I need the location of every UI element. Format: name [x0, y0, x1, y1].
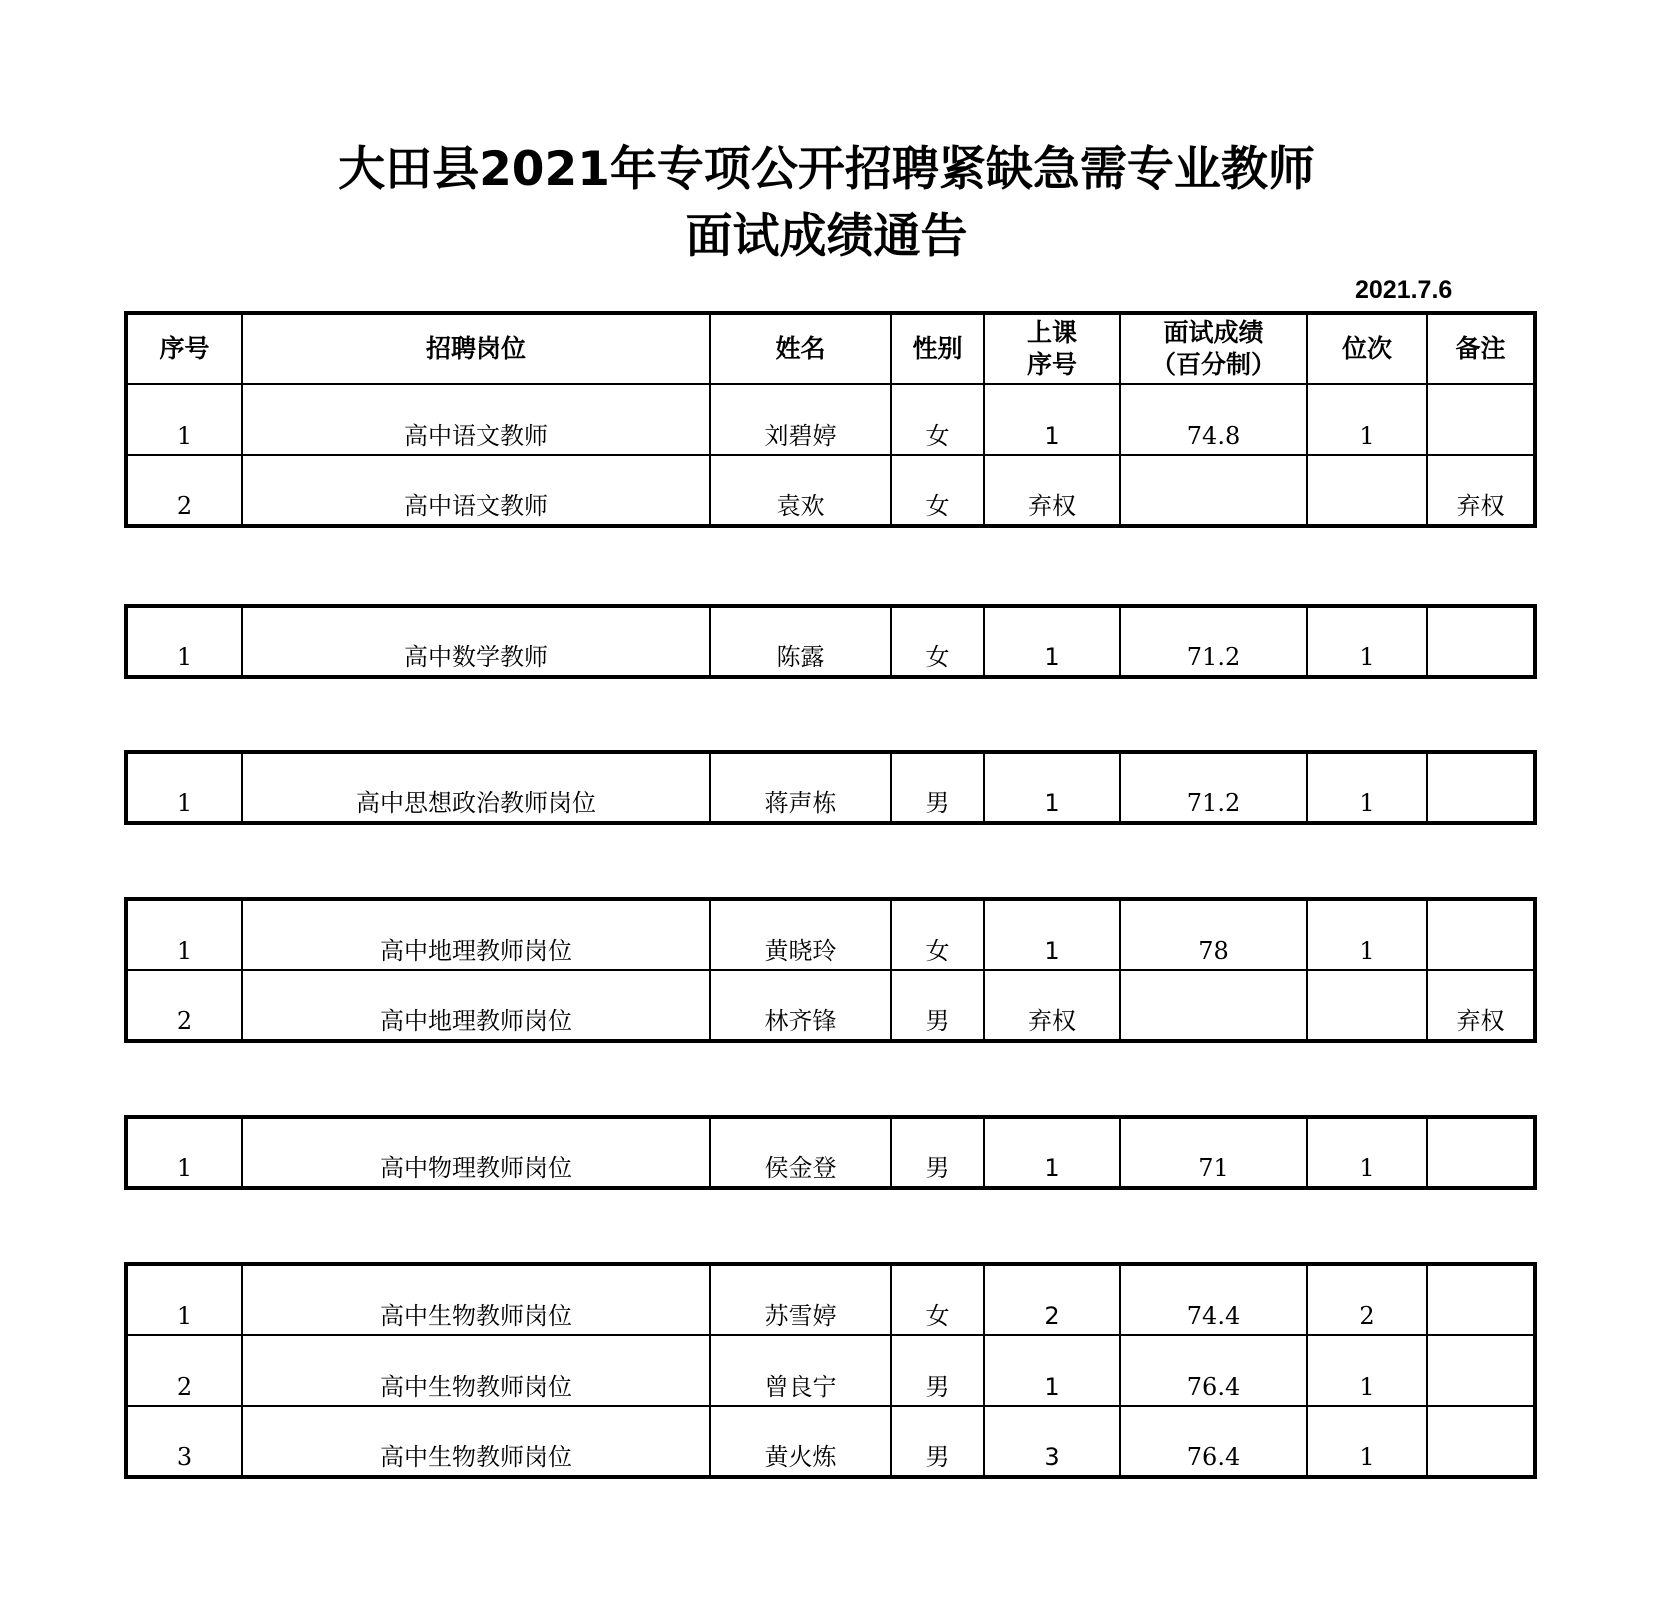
cell-score: 74.4: [1120, 1264, 1307, 1335]
cell-name: 黄火炼: [710, 1406, 891, 1477]
cell-position: 高中物理教师岗位: [242, 1117, 710, 1188]
page-subtitle: 面试成绩通告: [685, 209, 968, 264]
cell-gender: 男: [891, 1406, 984, 1477]
cell-score: 76.4: [1120, 1335, 1307, 1406]
cell-seq: 1: [126, 384, 242, 455]
cell-name: 曾良宁: [710, 1335, 891, 1406]
table-row: [126, 1117, 1535, 1188]
table-row: [126, 1264, 1535, 1335]
notice-date: 2021.7.6: [1355, 276, 1453, 304]
cell-gender: 男: [891, 1335, 984, 1406]
cell-score: 71: [1120, 1117, 1307, 1188]
cell-gender: 女: [891, 606, 984, 677]
cell-position: 高中语文教师: [242, 455, 710, 526]
cell-remark: [1427, 606, 1535, 677]
cell-position: 高中生物教师岗位: [242, 1406, 710, 1477]
cell-seq: 2: [126, 1335, 242, 1406]
header-position: 招聘岗位: [242, 313, 710, 384]
cell-name: 苏雪婷: [710, 1264, 891, 1335]
cell-position: 高中地理教师岗位: [242, 970, 710, 1041]
header-score-line2: （百分制）: [1150, 350, 1276, 379]
cell-position: 高中生物教师岗位: [242, 1335, 710, 1406]
header-remark: 备注: [1427, 313, 1535, 384]
cell-gender: 女: [891, 899, 984, 970]
cell-score: 76.4: [1120, 1406, 1307, 1477]
cell-rank: 1: [1307, 606, 1427, 677]
score-table-block: [124, 1262, 1537, 1479]
cell-seq: 1: [126, 1117, 242, 1188]
cell-rank: 2: [1307, 1264, 1427, 1335]
score-table-first-block: [124, 311, 1537, 528]
cell-remark: [1427, 1264, 1535, 1335]
cell-class-order: 1: [984, 1117, 1120, 1188]
cell-seq: 2: [126, 455, 242, 526]
cell-class-order: 2: [984, 1264, 1120, 1335]
table-row: [126, 970, 1535, 1041]
cell-remark: [1427, 752, 1535, 823]
score-table-block: [124, 604, 1537, 679]
table-row: [126, 1335, 1535, 1406]
cell-gender: 男: [891, 752, 984, 823]
cell-remark: [1427, 1406, 1535, 1477]
cell-name: 陈露: [710, 606, 891, 677]
cell-remark: [1427, 384, 1535, 455]
cell-class-order: 1: [984, 899, 1120, 970]
table-row: [126, 899, 1535, 970]
cell-rank: 1: [1307, 1406, 1427, 1477]
header-score: [1120, 313, 1307, 384]
cell-position: 高中数学教师: [242, 606, 710, 677]
header-class-order-line2: 序号: [1026, 350, 1077, 379]
cell-remark: [1427, 1117, 1535, 1188]
cell-gender: 男: [891, 1117, 984, 1188]
cell-position: 高中地理教师岗位: [242, 899, 710, 970]
header-score-line1: 面试成绩: [1163, 317, 1264, 347]
cell-seq: 2: [126, 970, 242, 1041]
cell-seq: 1: [126, 1264, 242, 1335]
cell-remark: 弃权: [1427, 455, 1535, 526]
header-seq: 序号: [126, 313, 242, 384]
cell-score: [1120, 970, 1307, 1041]
cell-score: 74.8: [1120, 384, 1307, 455]
cell-gender: 女: [891, 455, 984, 526]
cell-name: 蒋声栋: [710, 752, 891, 823]
cell-rank: 1: [1307, 384, 1427, 455]
cell-seq: 1: [126, 899, 242, 970]
cell-name: 黄晓玲: [710, 899, 891, 970]
table-row: [126, 455, 1535, 526]
cell-rank: 1: [1307, 1117, 1427, 1188]
cell-score: 71.2: [1120, 752, 1307, 823]
cell-name: 侯金登: [710, 1117, 891, 1188]
cell-position: 高中生物教师岗位: [242, 1264, 710, 1335]
cell-class-order: 弃权: [984, 970, 1120, 1041]
cell-rank: 1: [1307, 752, 1427, 823]
score-table-block: [124, 1115, 1537, 1190]
cell-rank: [1307, 970, 1427, 1041]
header-gender: 性别: [891, 313, 984, 384]
cell-seq: 3: [126, 1406, 242, 1477]
table-header-row: [126, 313, 1535, 384]
cell-remark: [1427, 899, 1535, 970]
cell-name: 袁欢: [710, 455, 891, 526]
table-row: [126, 752, 1535, 823]
page-title: 大田县2021年专项公开招聘紧缺急需专业教师: [338, 142, 1315, 197]
header-rank: 位次: [1307, 313, 1427, 384]
cell-rank: 1: [1307, 899, 1427, 970]
cell-position: 高中思想政治教师岗位: [242, 752, 710, 823]
cell-score: 71.2: [1120, 606, 1307, 677]
header-name: 姓名: [710, 313, 891, 384]
cell-class-order: 弃权: [984, 455, 1120, 526]
cell-score: 78: [1120, 899, 1307, 970]
score-table-block: [124, 750, 1537, 825]
cell-gender: 男: [891, 970, 984, 1041]
cell-class-order: 1: [984, 606, 1120, 677]
cell-name: 林齐锋: [710, 970, 891, 1041]
cell-class-order: 1: [984, 752, 1120, 823]
cell-score: [1120, 455, 1307, 526]
header-class-order-line1: 上课: [1026, 317, 1077, 347]
cell-seq: 1: [126, 606, 242, 677]
cell-remark: 弃权: [1427, 970, 1535, 1041]
table-row: [126, 1406, 1535, 1477]
cell-rank: 1: [1307, 1335, 1427, 1406]
cell-class-order: 3: [984, 1406, 1120, 1477]
cell-rank: [1307, 455, 1427, 526]
table-row: [126, 384, 1535, 455]
header-class-order: [984, 313, 1120, 384]
cell-gender: 女: [891, 1264, 984, 1335]
table-row: [126, 606, 1535, 677]
cell-gender: 女: [891, 384, 984, 455]
score-table-block: [124, 897, 1537, 1043]
cell-name: 刘碧婷: [710, 384, 891, 455]
cell-class-order: 1: [984, 1335, 1120, 1406]
cell-position: 高中语文教师: [242, 384, 710, 455]
cell-class-order: 1: [984, 384, 1120, 455]
cell-seq: 1: [126, 752, 242, 823]
cell-remark: [1427, 1335, 1535, 1406]
